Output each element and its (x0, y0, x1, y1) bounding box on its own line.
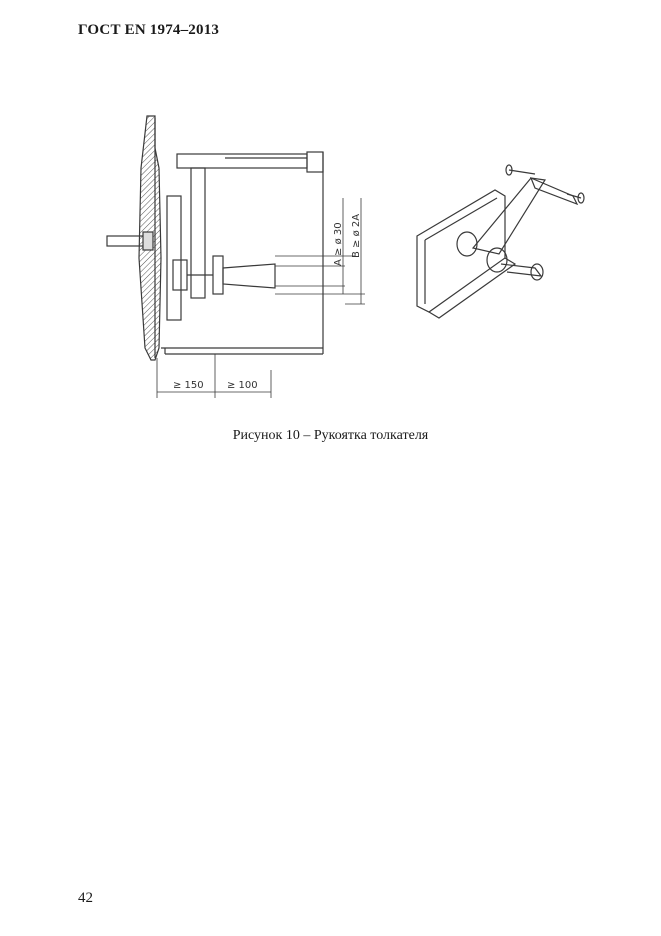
iso-lever-arm (473, 178, 545, 254)
hub (173, 260, 187, 290)
horizontal-dimensions (157, 354, 271, 398)
rail-end (307, 152, 323, 172)
technical-drawing (95, 108, 595, 408)
sectional-view (107, 116, 365, 398)
iso-base-plate (417, 190, 505, 312)
page-number: 42 (78, 890, 93, 906)
top-rail (177, 154, 307, 168)
pusher-handle-figure (95, 108, 595, 408)
document-header: ГОСТ EN 1974–2013 (78, 22, 220, 38)
iso-pivot-pin (457, 232, 477, 256)
vertical-bracket (191, 168, 205, 298)
inner-disc (167, 196, 181, 320)
iso-plate-thickness (429, 258, 515, 318)
shaft-collar (143, 232, 153, 250)
isometric-view (417, 165, 584, 318)
figure-caption: Рисунок 10 – Рукоятка толкателя (232, 428, 429, 443)
iso-handle-end (531, 264, 543, 280)
iso-rod-upper (509, 170, 535, 174)
iso-handle-boss (487, 248, 507, 272)
dimension-b: B ≥ ø 2A (351, 213, 362, 258)
dimension-a: A ≥ ø 30 (333, 222, 344, 266)
dimension-right-width: ≥ 100 (227, 380, 258, 391)
handle-collar (213, 256, 223, 294)
dimension-left-width: ≥ 150 (173, 380, 204, 391)
handle-taper (223, 264, 275, 288)
